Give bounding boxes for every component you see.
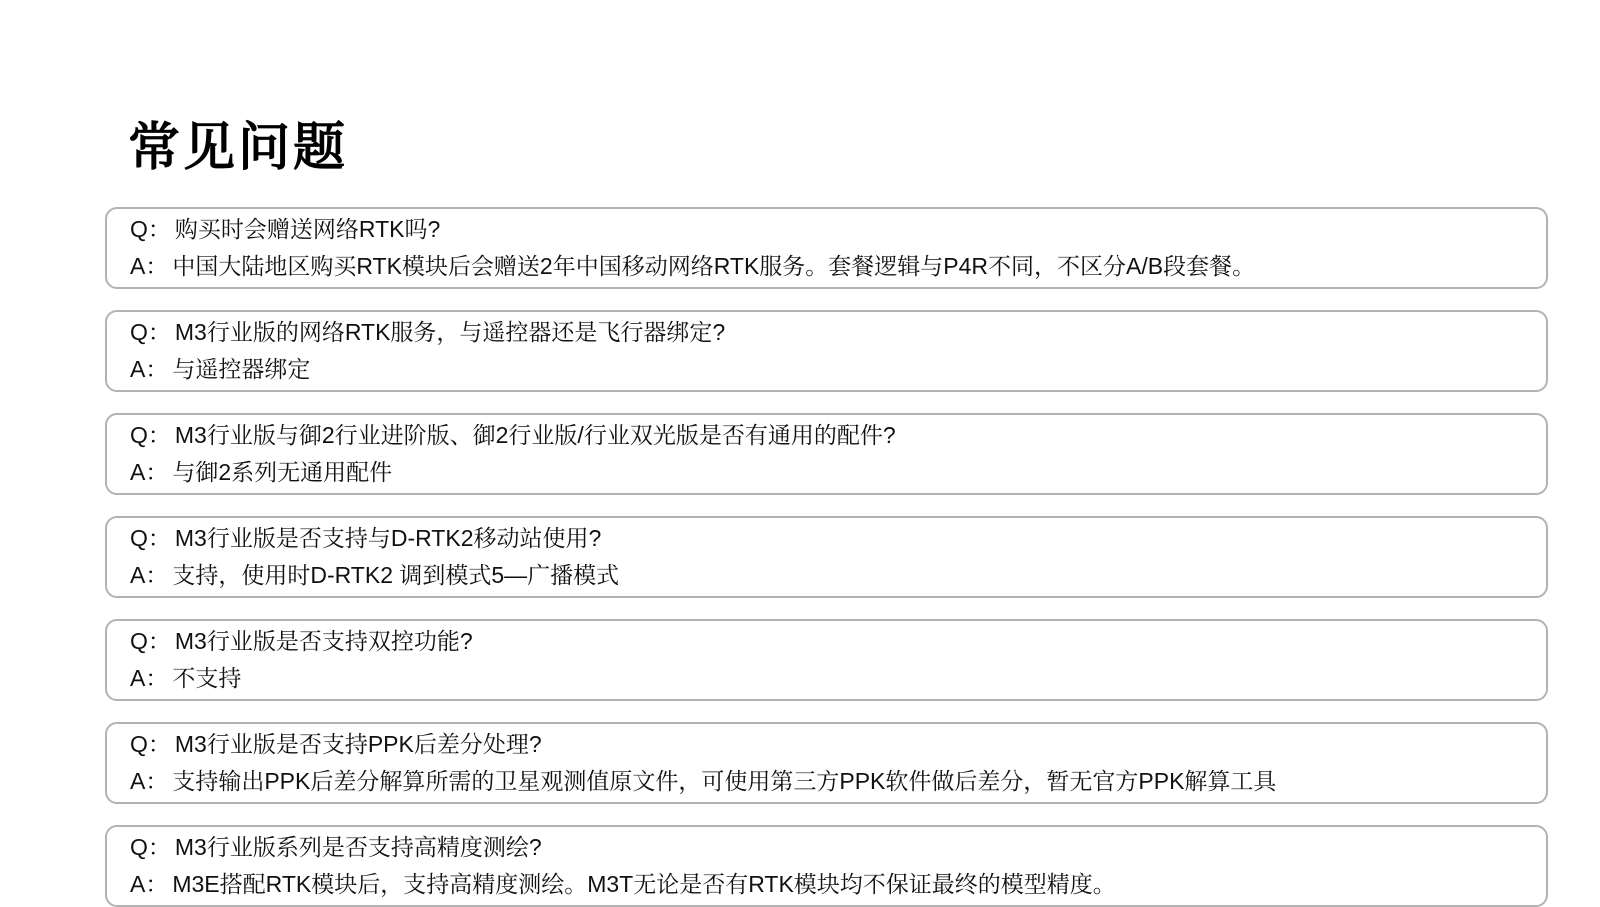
question-prefix: Q： (130, 834, 171, 861)
question-prefix: Q： (130, 422, 171, 449)
answer-prefix: A： (130, 871, 169, 898)
faq-item (105, 413, 1548, 495)
question-text: M3行业版是否支持双控功能? (174, 628, 473, 655)
answer-text: 支持，使用时D-RTK2 调到模式5—广播模式 (172, 562, 620, 589)
question-text: M3行业版是否支持与D-RTK2移动站使用? (174, 525, 602, 552)
faq-question (130, 417, 1523, 454)
answer-text: 与遥控器绑定 (172, 356, 311, 383)
question-prefix: Q： (130, 216, 171, 243)
faq-item (105, 825, 1548, 907)
faq-answer (130, 660, 1523, 697)
faq-question (130, 623, 1523, 660)
question-prefix: Q： (130, 731, 171, 758)
faq-question (130, 520, 1523, 557)
faq-item (105, 207, 1548, 289)
question-text: M3行业版的网络RTK服务，与遥控器还是飞行器绑定? (174, 319, 726, 346)
faq-question (130, 211, 1523, 248)
question-text: M3行业版系列是否支持高精度测绘? (174, 834, 542, 861)
page-title: 常见问题 (128, 119, 349, 177)
faq-answer (130, 866, 1523, 903)
faq-answer (130, 248, 1523, 285)
answer-text: 中国大陆地区购买RTK模块后会赠送2年中国移动网络RTK服务。套餐逻辑与P4R不同，不区分A/B段套餐。 (172, 253, 1256, 280)
faq-item (105, 310, 1548, 392)
answer-text: 与御2系列无通用配件 (172, 459, 393, 486)
answer-prefix: A： (130, 459, 169, 486)
answer-text: 不支持 (172, 665, 242, 692)
faq-answer (130, 557, 1523, 594)
faq-answer (130, 351, 1523, 388)
faq-item (105, 722, 1548, 804)
answer-prefix: A： (130, 768, 169, 795)
question-prefix: Q： (130, 628, 171, 655)
faq-question (130, 829, 1523, 866)
question-text: M3行业版与御2行业进阶版、御2行业版/行业双光版是否有通用的配件? (174, 422, 896, 449)
faq-question (130, 726, 1523, 763)
question-text: M3行业版是否支持PPK后差分处理? (174, 731, 542, 758)
question-prefix: Q： (130, 319, 171, 346)
faq-answer (130, 763, 1523, 800)
faq-item (105, 619, 1548, 701)
question-text: 购买时会赠送网络RTK吗? (174, 216, 441, 243)
answer-text: M3E搭配RTK模块后，支持高精度测绘。M3T无论是否有RTK模块均不保证最终的模型精度。 (172, 871, 1116, 898)
answer-prefix: A： (130, 356, 169, 383)
faq-question (130, 314, 1523, 351)
answer-prefix: A： (130, 665, 169, 692)
faq-item (105, 516, 1548, 598)
answer-text: 支持输出PPK后差分解算所需的卫星观测值原文件，可使用第三方PPK软件做后差分，暂无官方PPK解算工具 (172, 768, 1277, 795)
faq-answer (130, 454, 1523, 491)
question-prefix: Q： (130, 525, 171, 552)
faq-list (105, 207, 1548, 907)
answer-prefix: A： (130, 253, 169, 280)
answer-prefix: A： (130, 562, 169, 589)
